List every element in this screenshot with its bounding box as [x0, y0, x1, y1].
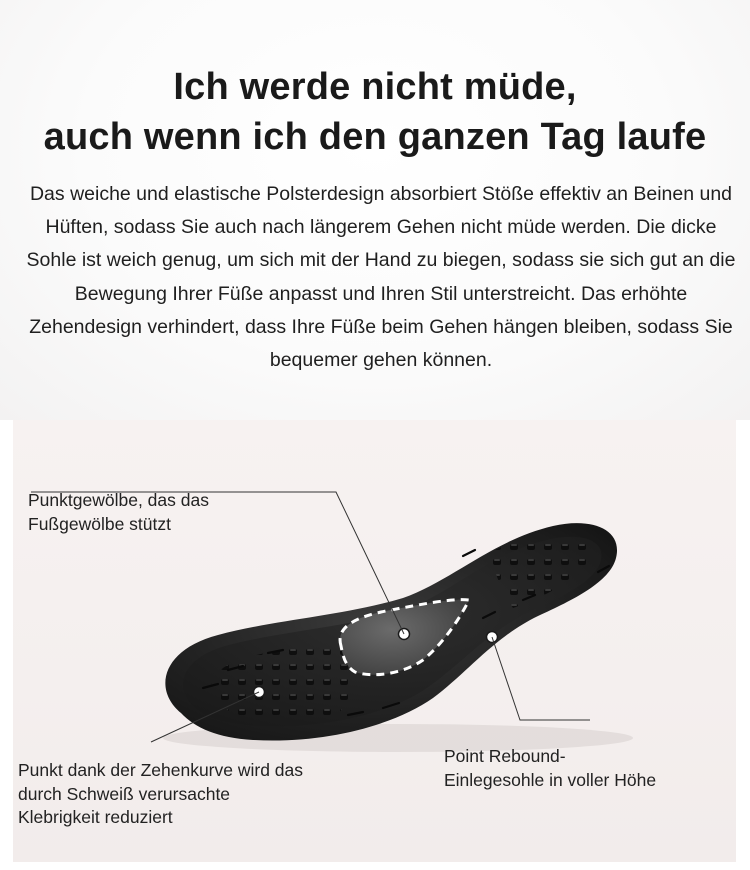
headline [0, 62, 750, 162]
callout-rebound [444, 745, 656, 792]
callout-toe-line-1: Punkt dank der Zehenkurve wird das [18, 760, 304, 780]
callout-rebound-line-2: Einlegesohle in voller Höhe [444, 769, 657, 790]
leader-line-rebound [492, 637, 590, 720]
callout-arch-line-2: Fußgewölbe stützt [28, 513, 171, 534]
headline-line-2: auch wenn ich den ganzen Tag laufe [43, 116, 707, 158]
headline-line-1: Ich werde nicht müde, [173, 66, 577, 108]
callout-arch-support [28, 489, 209, 536]
callout-toe-line-2: durch Schweiß verursachte [18, 783, 231, 804]
callout-arch-line-1: Punktgewölbe, das das [28, 490, 209, 510]
callout-toe-line-3: Klebrigkeit reduziert [18, 807, 173, 827]
callout-rebound-line-1: Point Rebound- [444, 746, 566, 766]
description-text: Das weiche und elastische Polsterdesign absorbiert Stöße effektiv an Beinen und Hüften, sodass Sie auch nach längerem Gehen nicht müde werden. Die dicke Sohle ist weich genug, um sich mit der Hand zu biegen, sodass sie sich gut an die Bewegung Ihrer Füße anpasst und Ihren Stil unterstreicht. Das erhöhte Zehendesign verhindert, dass Ihre Füße beim Gehen hängen bleiben, sodass Sie bequemer gehen können. [26, 183, 736, 372]
callout-toe-curve [18, 759, 303, 830]
